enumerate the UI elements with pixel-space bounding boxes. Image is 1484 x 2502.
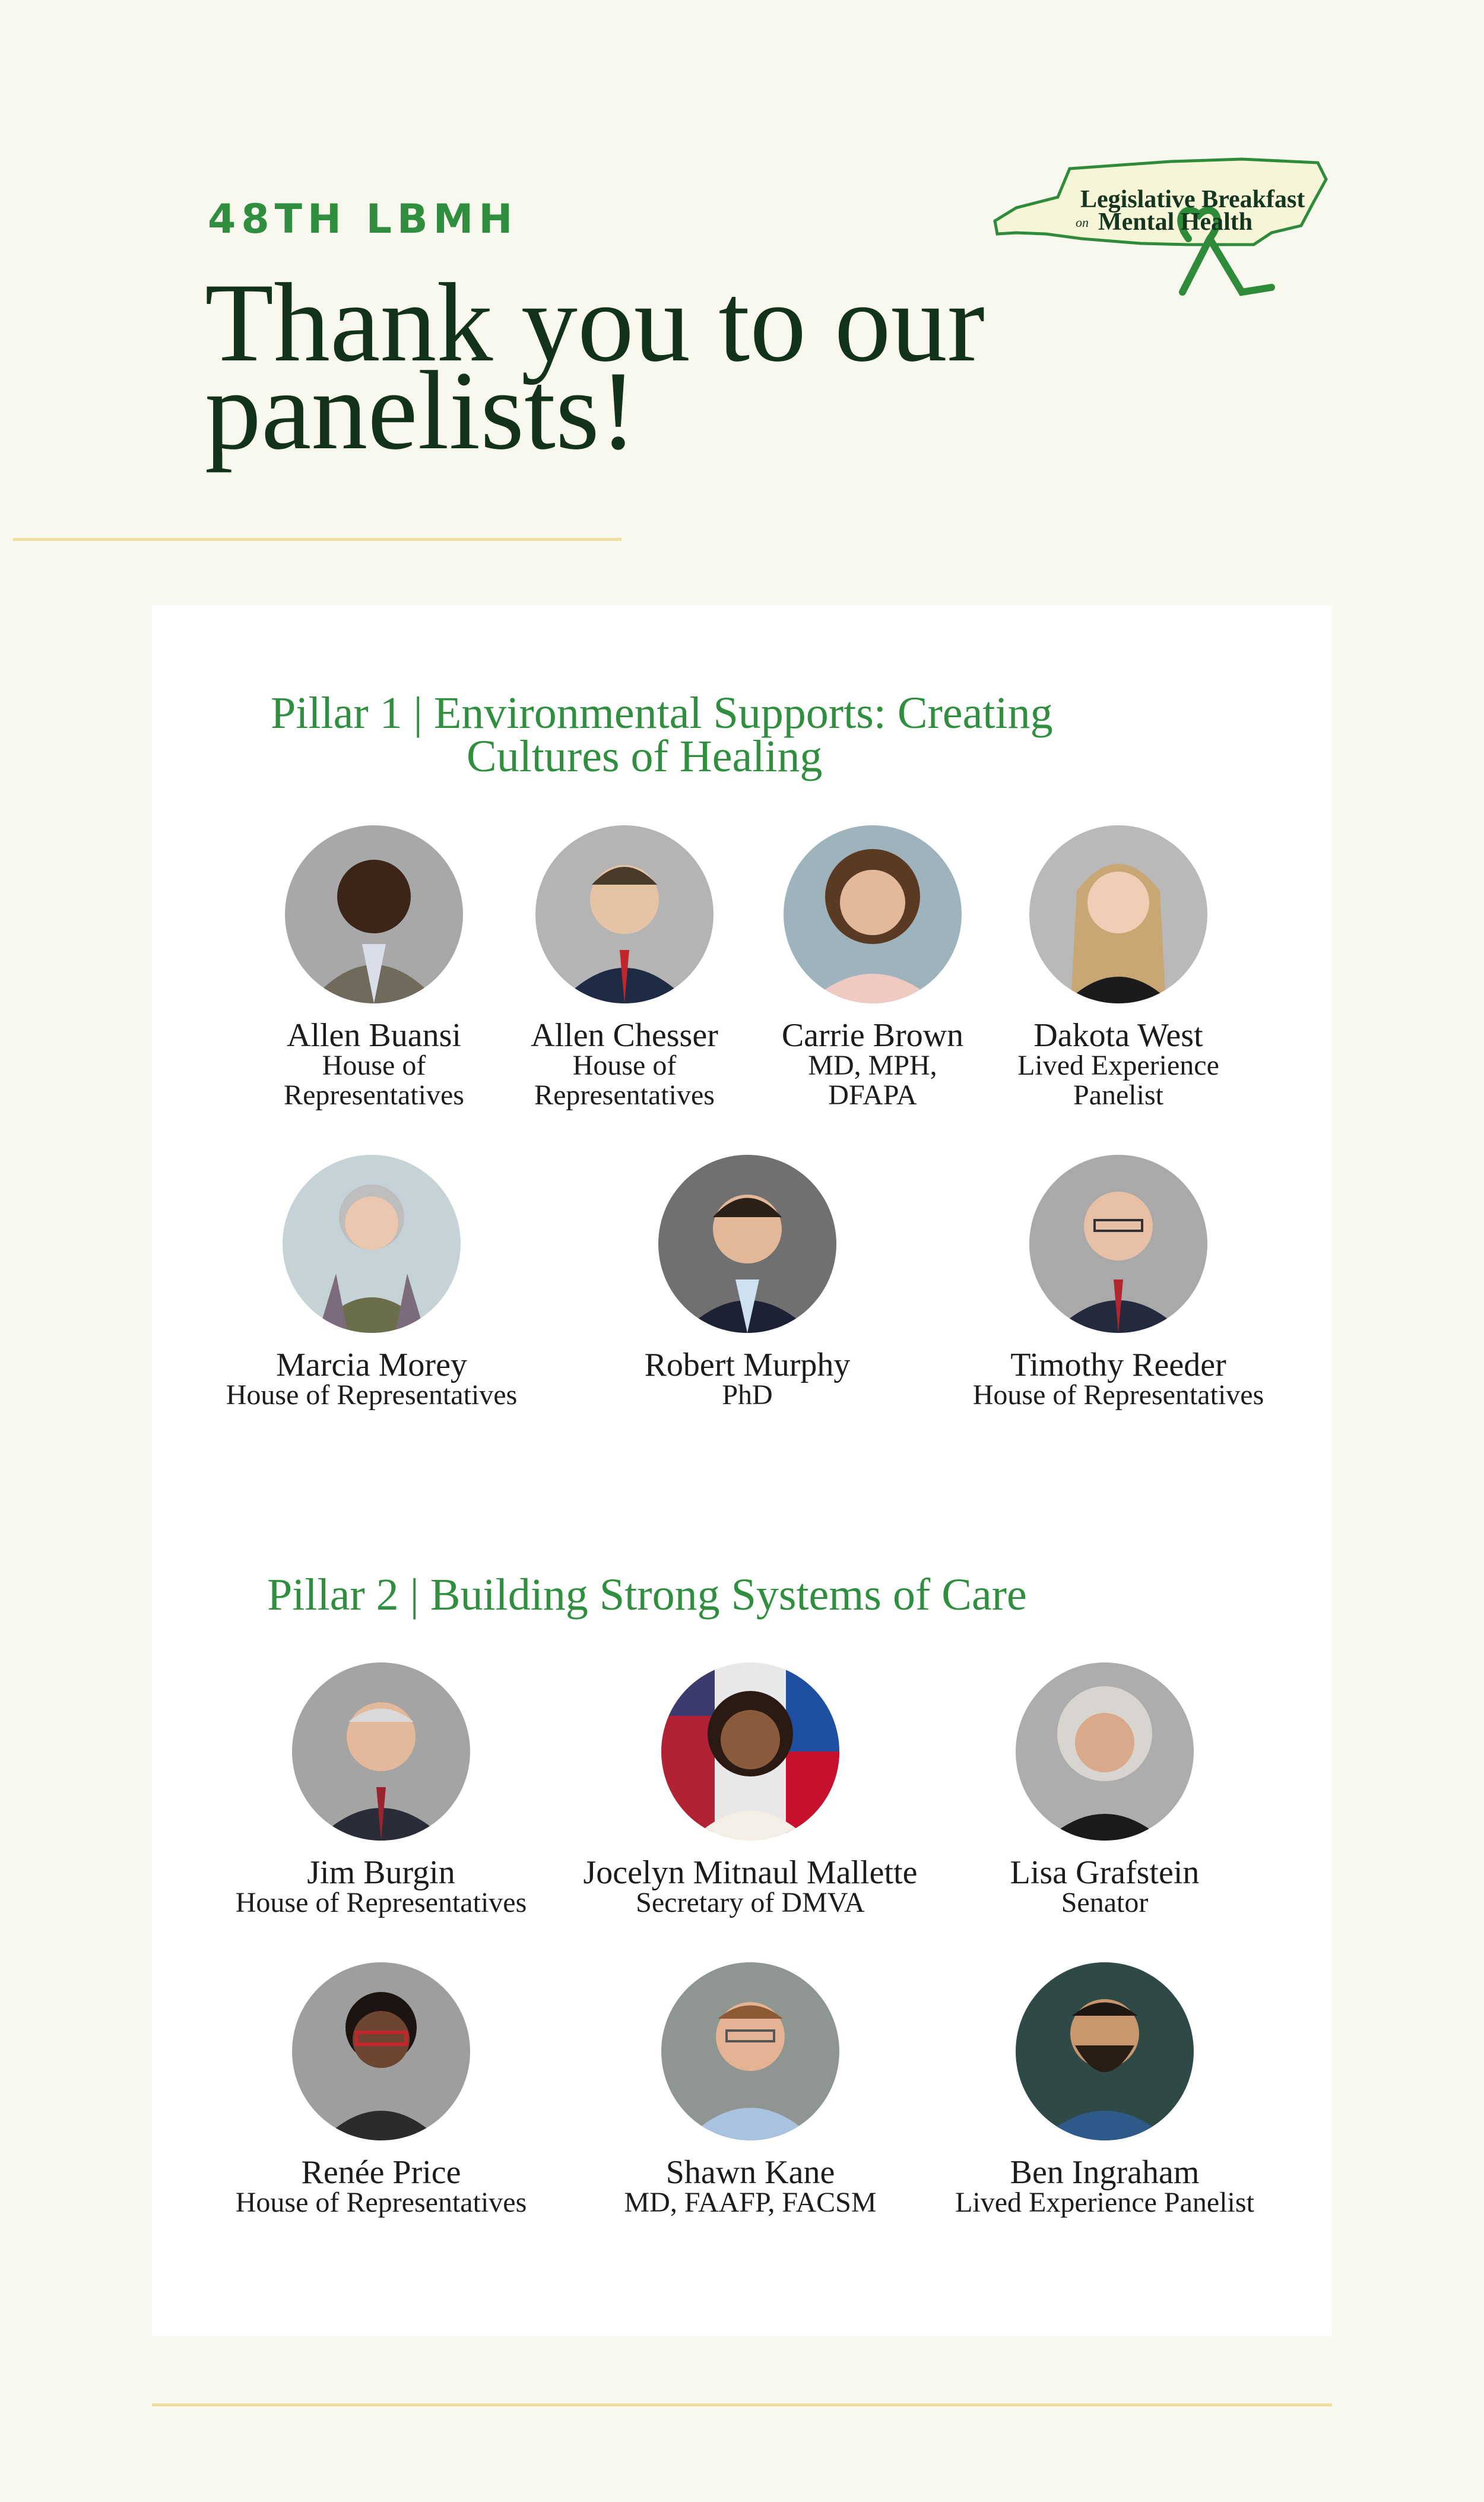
panelist-photo [283,1155,461,1333]
panelist-photo [784,825,962,1003]
pillar-1-heading-line-2: Cultures of Healing [467,731,823,781]
panelist-name: Allen Buansi [287,1017,461,1054]
panelist-role: House of Representatives [226,1379,518,1411]
panelist-photo [285,825,463,1003]
panelist-card [194,1155,550,1410]
panelist-card [203,1962,559,2218]
logo-on: on [1076,215,1089,230]
panelist-role: MD, MPH, DFAPA [808,1050,937,1111]
title-line-1: Thank you to our [205,261,985,385]
panelist-role: MD, FAAFP, FACSM [624,2187,877,2218]
panelist-role: House of Representatives [284,1050,464,1111]
panelist-photo [535,825,714,1003]
panelist-card [940,1155,1296,1410]
panelist-role: Lived Experience Panelist [1017,1050,1219,1111]
panelist-name: Allen Chesser [531,1017,718,1054]
panelist-photo [661,1962,839,2140]
top-divider [13,538,621,541]
panelist-card [927,1962,1283,2218]
logo-line-1: Legislative Breakfast [1080,186,1305,213]
panelist-role: Secretary of DMVA [636,1887,865,1918]
panelist-role: PhD [722,1379,773,1411]
panelist-photo [292,1962,470,2140]
panelist-card [572,1962,928,2218]
panelist-photo [1029,825,1207,1003]
logo-line-2: Mental Health [1098,208,1253,236]
panelist-role: House of Representatives [235,2187,527,2218]
pillar-2-heading: Pillar 2 | Building Strong Systems of Care [267,1570,1027,1620]
panelist-role: Lived Experience Panelist [955,2187,1254,2218]
panelist-name: Carrie Brown [781,1017,964,1054]
panelist-card [569,1155,925,1410]
panelist-role: House of Representatives [972,1379,1264,1411]
panelist-role: Senator [1061,1887,1149,1918]
panelist-name: Dakota West [1033,1017,1203,1054]
panelist-name: Shawn Kane [665,2154,835,2191]
panelist-photo [1029,1155,1207,1333]
pillar-1-heading: Pillar 1 | Environmental Supports: Creating [271,688,1053,738]
panelist-name: Ben Ingraham [1010,2154,1200,2191]
lbmh-logo [992,156,1328,304]
title-line-2: panelists! [205,349,638,473]
panelist-role: House of Representatives [235,1887,527,1918]
panelist-name: Jocelyn Mitnaul Mallette [583,1854,918,1891]
panelist-photo [1016,1662,1194,1841]
panelist-photo [661,1662,839,1841]
panelist-photo [658,1155,836,1333]
panelist-name: Jim Burgin [307,1854,455,1891]
panelists-card [152,606,1332,2336]
panelist-name: Lisa Grafstein [1010,1854,1200,1891]
panelist-name: Robert Murphy [644,1347,851,1383]
panelist-photo [1016,1962,1194,2140]
panelist-name: Marcia Morey [276,1347,467,1383]
event-eyebrow: 48TH LBMH [208,196,518,243]
panelist-card [940,825,1296,1110]
panelist-card [572,1662,928,1918]
panelist-name: Renée Price [301,2154,461,2191]
panelist-card [203,1662,559,1918]
panelist-photo [292,1662,470,1841]
panelist-card [927,1662,1283,1918]
panelist-role: House of Representatives [534,1050,715,1111]
panelist-name: Timothy Reeder [1010,1347,1226,1383]
bottom-divider [152,2403,1332,2406]
page-title [205,261,1155,473]
